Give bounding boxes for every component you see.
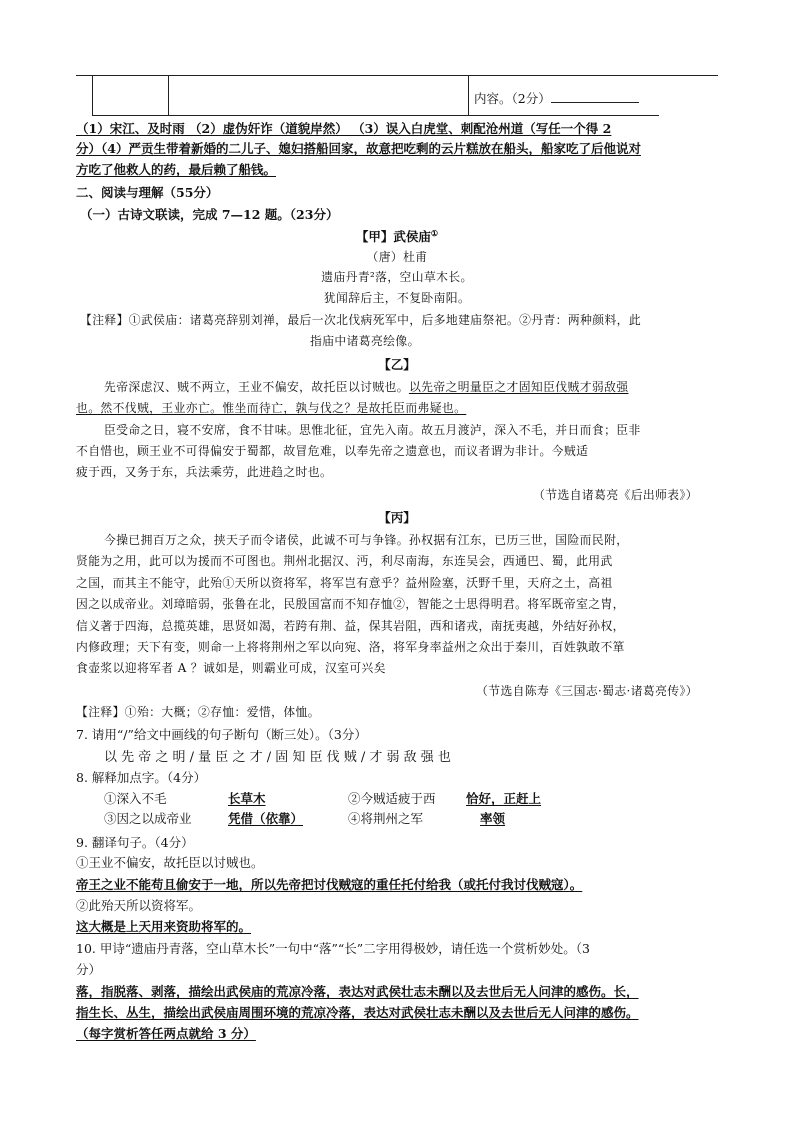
passage-line: 贤能为之用，此可以为援而不可图也。荆州北据汉、沔，利尽南海，东连吴会，西通巴、蜀，此用武 (76, 554, 613, 568)
section-title: 二、阅读与理解（55分） (76, 185, 219, 200)
poem-author: （唐）杜甫 (366, 250, 428, 264)
table-divider (168, 75, 169, 115)
passage-line: 食壶浆以迎将军者 A ？诚如是，则霸业可成，汉室可兴矣 (76, 661, 386, 675)
poem-title: 【甲】武侯庙① (355, 227, 439, 244)
table-cell: 内容。（2分） (474, 89, 639, 107)
question-7: 7. 请用“/”给文中画线的句子断句（断三处）。（3分） (76, 727, 367, 742)
question-8-item: ③因之以成帝业 (104, 811, 192, 826)
answer-line: （1）宋江、及时雨 （2）虚伪奸诈（道貌岸然） （3）误入白虎堂、刺配沧州道（写任一个得 2 (76, 121, 612, 136)
passage-line: 今操已拥百万之众，挟天子而令诸侯，此诚不可与争锋。孙权据有江东，已历三世，国险而民附， (104, 533, 629, 547)
passage-line: 信义著于四海，总揽英雄，思贤如渴，若跨有荆、益，保其岩阻，西和诸戎，南抚夷越，外结好孙权， (76, 619, 625, 633)
passage-line: 不自惜也，顾王业不可得偏安于蜀都，故冒危难，以奉先帝之遗意也，而议者谓为非计。今贼适 (76, 444, 589, 458)
note: 指庙中诸葛亮绘像。 (310, 334, 420, 348)
passage-line: 疲于西，又务于东，兵法乘劳，此进趋之时也。 (76, 465, 333, 479)
passage-line: 也。然不伐贼，王业亦亡。惟坐而待亡，孰与伐之？是故托臣而弗疑也。 (76, 401, 467, 415)
passage-line: 因之以成帝业。刘璋暗弱，张鲁在北，民殷国富而不知存恤②，智能之士思得明君。将军既帝室之胄， (76, 597, 625, 611)
question-8: 8. 解释加点字。（4分） (76, 770, 207, 785)
question-10-answer: （每字赏析答任两点就给 3 分） (76, 1026, 256, 1041)
note: 【注释】①武侯庙：诸葛亮辞别刘禅，最后一次北伐病死军中，后多地建庙祭祀。②丹青：两种颜料，此 (80, 313, 642, 327)
question-9: 9. 翻译句子。（4分） (76, 835, 194, 850)
question-9-answer: 帝王之业不能苟且偷安于一地，所以先帝把讨伐贼寇的重任托付给我（或托付我讨伐贼寇）。 (76, 877, 583, 892)
question-10-answer: 落，指脱落、剥落，描绘出武侯庙的荒凉冷落，表达对武侯壮志未酬以及去世后无人问津的感伤。长， (76, 984, 639, 999)
question-7-answer: 以 先 帝 之 明 / 量 臣 之 才 / 固 知 臣 伐 贼 / 才 弱 敌 强 也 (104, 750, 451, 765)
poem-line: 犹闻辞后主，不复卧南阳。 (323, 291, 471, 305)
passage-line: 臣受命之日，寝不安席，食不甘味。思惟北征，宜先入南。故五月渡泸，深入不毛，并日而食；臣非 (104, 423, 641, 437)
passage-line: 之国，而其主不能守，此殆①天所以资将军，将军岂有意乎？益州险塞，沃野千里，天府之土，高祖 (76, 576, 613, 590)
question-8-answer: 率领 (480, 811, 506, 826)
answer-line: 方吃了他救人的药，最后赖了船钱。 (76, 162, 277, 177)
passage-line: 先帝深虑汉、贼不两立，王业不偏安，故托臣以讨贼也。以先帝之明量臣之才固知臣伐贼才弱敌强 (104, 380, 629, 394)
question-10: 分） (76, 962, 102, 977)
question-8-item: ①深入不毛 (104, 791, 167, 806)
passage-title: 【乙】 (378, 357, 416, 372)
question-9-sentence: ②此殆天所以资将军。 (76, 898, 202, 913)
poem-line: 遗庙丹青²落，空山草木长。 (321, 270, 473, 284)
answer-line: 分）（4）严贡生带着新婚的二儿子、媳妇搭船回家，故意把吃剩的云片糕放在船头，船家吃了后他说对 (76, 141, 641, 156)
passage-title: 【丙】 (378, 510, 416, 525)
table-divider (468, 75, 469, 115)
section-subtitle: （一）古诗文联读，完成 7—12 题。（23分） (80, 207, 339, 222)
passage-source: （节选自陈寿《三国志·蜀志·诸葛亮传》） (476, 684, 698, 698)
question-10: 10. 甲诗“遗庙丹青落，空山草木长”一句中“落”“长”二字用得极妙，请任选一个赏析妙处。（3 (76, 941, 590, 956)
question-8-item: ④将荆州之军 (348, 811, 424, 826)
question-9-sentence: ①王业不偏安，故托臣以讨贼也。 (76, 855, 264, 870)
question-8-answer: 凭借（依靠） (228, 811, 304, 826)
passage-line: 内修政理；天下有变，则命一上将将荆州之军以向宛、洛，将军身率益州之众出于秦川，百姓孰敢不箪 (76, 640, 625, 654)
question-8-answer: 恰好，正赶上 (466, 791, 542, 806)
question-8-item: ②今贼适疲于西 (348, 791, 436, 806)
passage-source: （节选自诸葛亮《后出师表》） (533, 488, 698, 502)
question-9-answer: 这大概是上天用来资助将军的。 (76, 919, 252, 934)
question-8-answer: 长草木 (228, 791, 266, 806)
note: 【注释】①殆：大概；②存恤：爱惜，体恤。 (76, 705, 320, 719)
question-10-answer: 指生长、丛生，描绘出武侯庙周围环境的荒凉冷落，表达对武侯壮志未酬以及去世后无人问津的感伤。 (76, 1005, 639, 1020)
